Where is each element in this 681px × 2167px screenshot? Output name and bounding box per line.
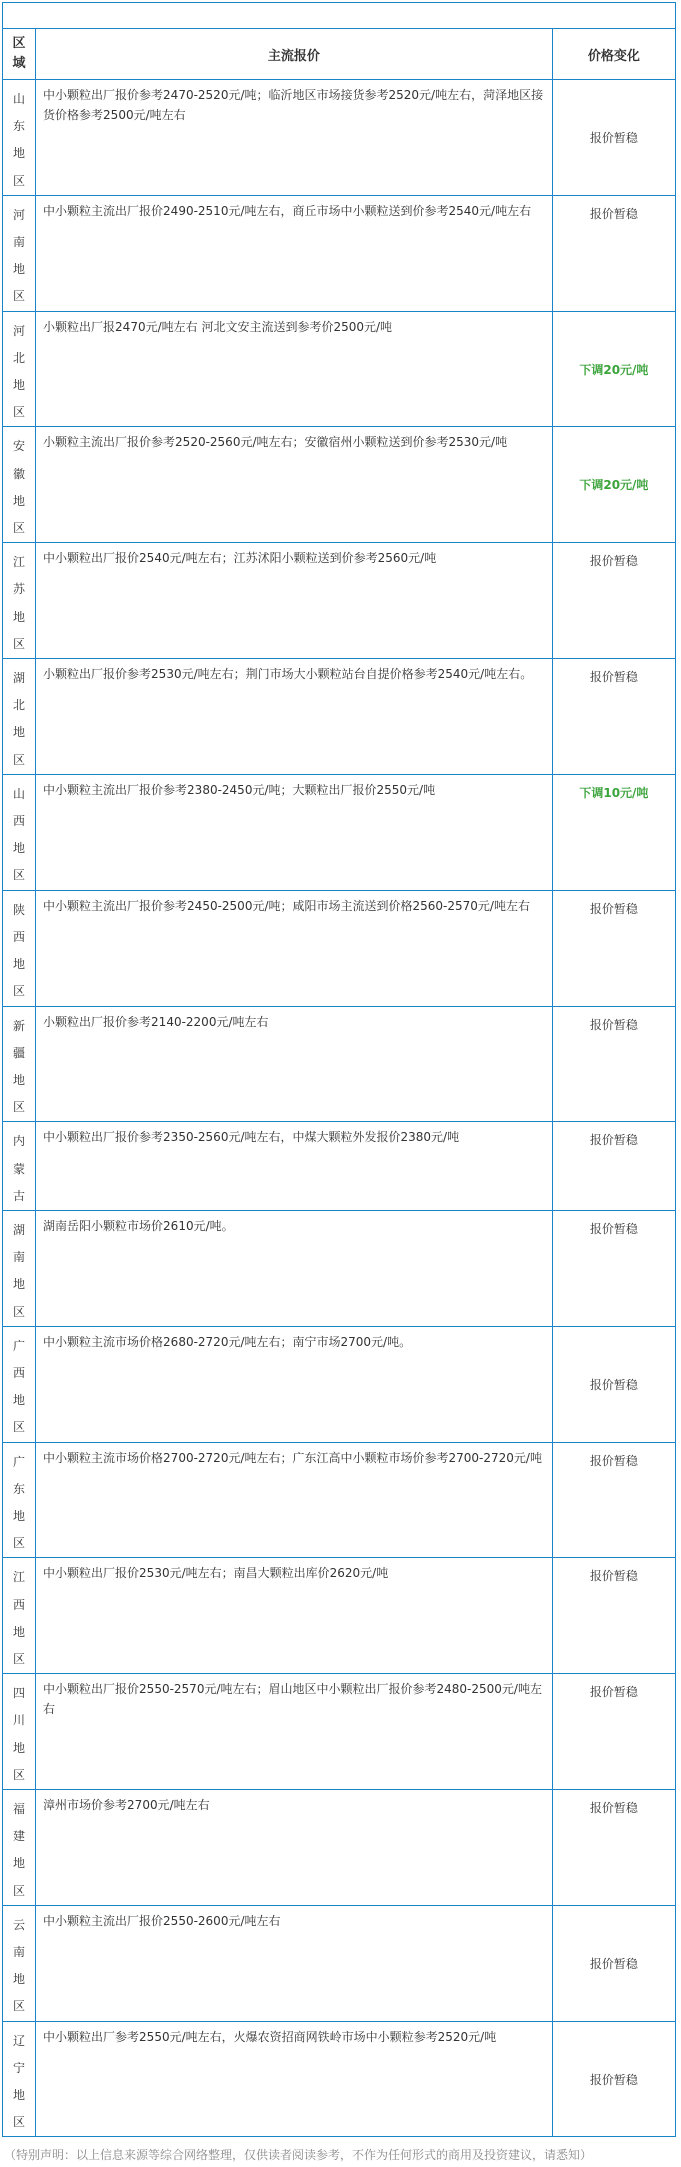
- quote-cell: 中小颗粒出厂报价2540元/吨左右；江苏沭阳小颗粒送到价参考2560元/吨: [36, 543, 553, 659]
- change-cell: 报价暂稳: [552, 1006, 675, 1122]
- table-row: [3, 1006, 676, 1122]
- region-label: 山东地区: [13, 92, 26, 188]
- region-label: 江苏地区: [13, 555, 26, 651]
- quote-cell: 中小颗粒主流出厂报价2490-2510元/吨左右，商丘市场中小颗粒送到价参考2540元/吨左右: [36, 195, 553, 311]
- table-row: [3, 890, 676, 1006]
- quote-cell: 中小颗粒主流出厂报价2550-2600元/吨左右: [36, 1905, 553, 2021]
- table-row: [3, 1210, 676, 1326]
- region-label: 湖南地区: [13, 1222, 26, 1319]
- region-label: 安徽地区: [13, 439, 26, 536]
- region-cell: [3, 890, 36, 1006]
- region-label: 陕西地区: [13, 902, 26, 999]
- region-cell: [3, 1326, 36, 1442]
- region-label: 内蒙古: [13, 1134, 26, 1203]
- region-label: 四川地区: [13, 1686, 26, 1782]
- change-cell: 下调20元/吨: [552, 311, 675, 427]
- region-label: 云南地区: [13, 1917, 26, 2014]
- change-cell: 报价暂稳: [552, 2021, 675, 2137]
- table-row: [3, 1905, 676, 2021]
- change-cell: 下调20元/吨: [552, 427, 675, 543]
- header-quote: 主流报价: [36, 29, 553, 80]
- table-row: [3, 1789, 676, 1905]
- region-cell: [3, 2021, 36, 2137]
- quote-cell: 中小颗粒出厂参考2550元/吨左右，火爆农资招商网铁岭市场中小颗粒参考2520元/吨: [36, 2021, 553, 2137]
- change-cell: 报价暂稳: [552, 80, 675, 196]
- region-cell: [3, 80, 36, 196]
- quote-cell: 中小颗粒出厂报价参考2470-2520元/吨；临沂地区市场接货参考2520元/吨左右，菏泽地区接货价格参考2500元/吨左右: [36, 80, 553, 196]
- quote-cell: 中小颗粒出厂报价2550-2570元/吨左右；眉山地区中小颗粒出厂报价参考2480-2500元/吨左右: [36, 1674, 553, 1790]
- quote-cell: 中小颗粒出厂报价参考2350-2560元/吨左右，中煤大颗粒外发报价2380元/吨: [36, 1122, 553, 1211]
- region-cell: [3, 1905, 36, 2021]
- change-cell: 报价暂稳: [552, 1558, 675, 1674]
- change-cell: 报价暂稳: [552, 195, 675, 311]
- region-label: 山西地区: [13, 786, 26, 883]
- price-report: [2, 2, 679, 2167]
- change-cell: 报价暂稳: [552, 1905, 675, 2021]
- table-row: [3, 2021, 676, 2137]
- table-row: [3, 1674, 676, 1790]
- table-row: [3, 1122, 676, 1211]
- region-label: 河北地区: [13, 323, 26, 420]
- region-label: 福建地区: [13, 1801, 26, 1898]
- change-cell: 报价暂稳: [552, 1210, 675, 1326]
- header-region: 区域: [3, 29, 36, 80]
- table-header-row: [3, 29, 676, 80]
- region-label: 新疆地区: [13, 1018, 26, 1115]
- change-cell: 报价暂稳: [552, 659, 675, 775]
- quote-cell: 中小颗粒主流市场价格2700-2720元/吨左右；广东江高中小颗粒市场价参考2700-2720元/吨: [36, 1442, 553, 1558]
- quote-cell: 中小颗粒主流市场价格2680-2720元/吨左右；南宁市场2700元/吨。: [36, 1326, 553, 1442]
- table-row: [3, 195, 676, 311]
- quote-cell: 中小颗粒主流出厂报价参考2450-2500元/吨；咸阳市场主流送到价格2560-2570元/吨左右: [36, 890, 553, 1006]
- table-row: [3, 427, 676, 543]
- region-cell: [3, 1122, 36, 1211]
- region-label: 湖北地区: [13, 671, 26, 767]
- region-cell: [3, 1674, 36, 1790]
- table-row: [3, 774, 676, 890]
- region-cell: [3, 427, 36, 543]
- change-cell: 报价暂稳: [552, 543, 675, 659]
- header-change: 价格变化: [552, 29, 675, 80]
- region-cell: [3, 1006, 36, 1122]
- change-cell: 报价暂稳: [552, 1789, 675, 1905]
- region-cell: [3, 659, 36, 775]
- region-cell: [3, 1442, 36, 1558]
- table-top-row: [3, 3, 676, 29]
- region-label: 广西地区: [13, 1338, 26, 1435]
- price-table: [2, 2, 676, 2137]
- table-row: [3, 543, 676, 659]
- change-cell: 下调10元/吨: [552, 774, 675, 890]
- region-cell: [3, 195, 36, 311]
- quote-cell: 中小颗粒出厂报价2530元/吨左右；南昌大颗粒出库价2620元/吨: [36, 1558, 553, 1674]
- region-cell: [3, 543, 36, 659]
- quote-cell: 中小颗粒主流出厂报价参考2380-2450元/吨；大颗粒出厂报价2550元/吨: [36, 774, 553, 890]
- region-cell: [3, 1210, 36, 1326]
- quote-cell: 漳州市场价参考2700元/吨左右: [36, 1789, 553, 1905]
- quote-cell: 小颗粒主流出厂报价参考2520-2560元/吨左右；安徽宿州小颗粒送到价参考2530元/吨: [36, 427, 553, 543]
- table-row: [3, 1326, 676, 1442]
- change-cell: 报价暂稳: [552, 1326, 675, 1442]
- change-cell: 报价暂稳: [552, 890, 675, 1006]
- disclaimer: （特别声明：以上信息来源等综合网络整理，仅供读者阅读参考，不作为任何形式的商用及投资建议，请悉知）: [4, 2148, 593, 2163]
- region-cell: [3, 311, 36, 427]
- region-cell: [3, 774, 36, 890]
- table-row: [3, 311, 676, 427]
- region-label: 江西地区: [13, 1570, 26, 1666]
- table-row: [3, 80, 676, 196]
- change-cell: 报价暂稳: [552, 1122, 675, 1211]
- quote-cell: 小颗粒出厂报2470元/吨左右 河北文安主流送到参考价2500元/吨: [36, 311, 553, 427]
- region-cell: [3, 1789, 36, 1905]
- table-row: [3, 1558, 676, 1674]
- region-label: 广东地区: [13, 1454, 26, 1551]
- table-row: [3, 659, 676, 775]
- quote-cell: 湖南岳阳小颗粒市场价2610元/吨。: [36, 1210, 553, 1326]
- region-label: 河南地区: [13, 207, 26, 304]
- table-row: [3, 1442, 676, 1558]
- quote-cell: 小颗粒出厂报价参考2140-2200元/吨左右: [36, 1006, 553, 1122]
- change-cell: 报价暂稳: [552, 1442, 675, 1558]
- region-cell: [3, 1558, 36, 1674]
- change-cell: 报价暂稳: [552, 1674, 675, 1790]
- region-label: 辽宁地区: [13, 2033, 26, 2130]
- quote-cell: 小颗粒出厂报价参考2530元/吨左右；荆门市场大小颗粒站台自提价格参考2540元/吨左右。: [36, 659, 553, 775]
